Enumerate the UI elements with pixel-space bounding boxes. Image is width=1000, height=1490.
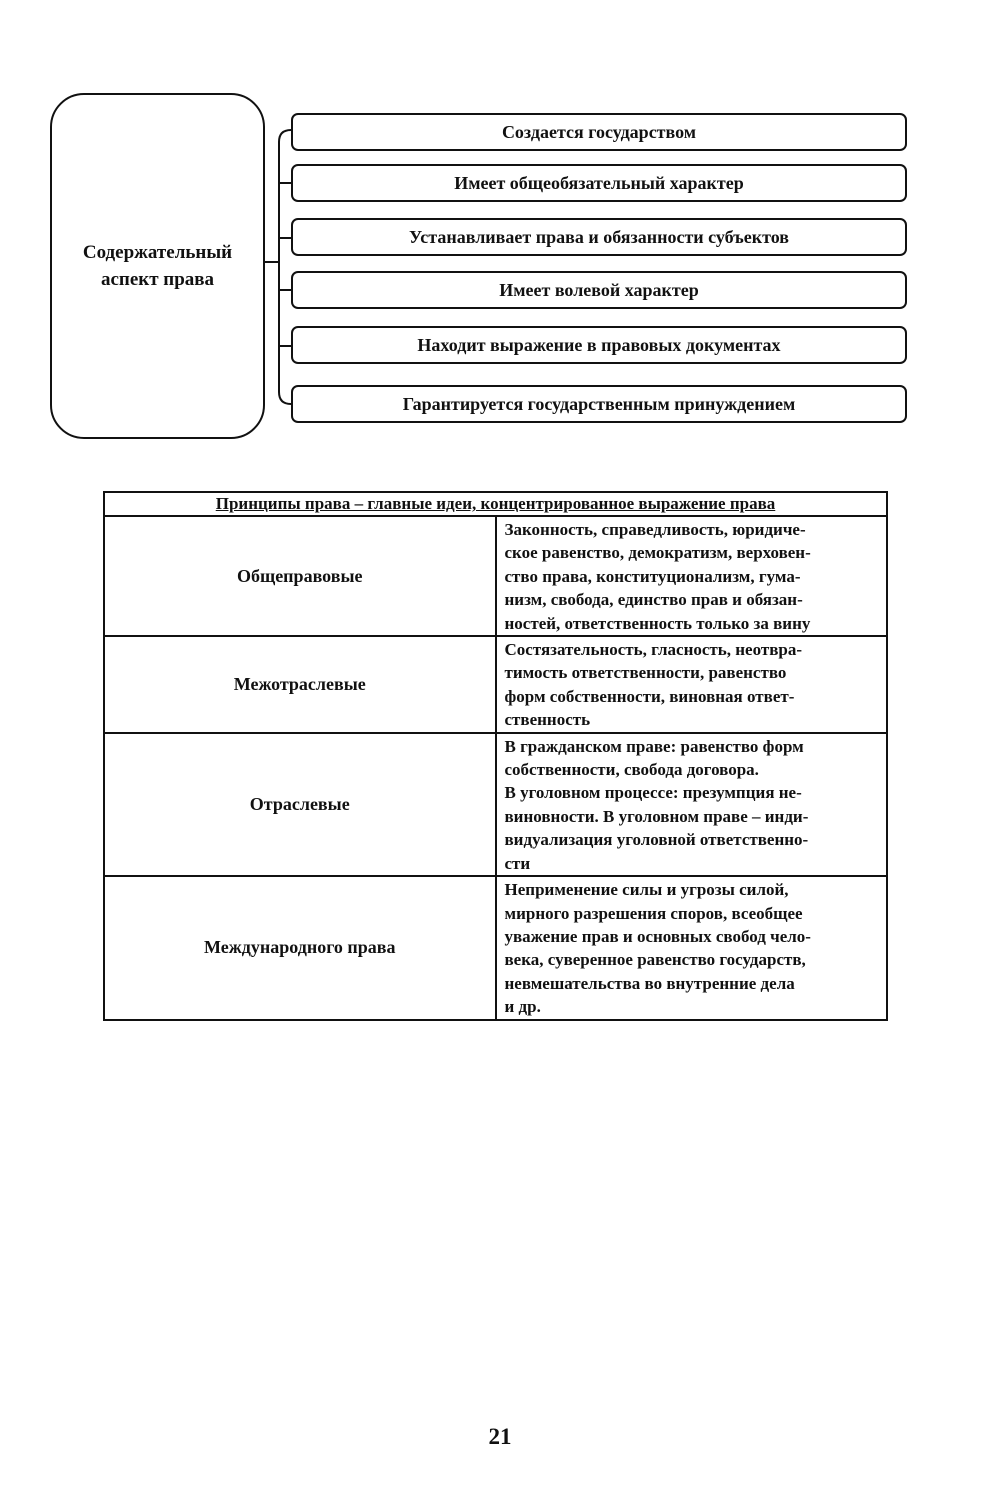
feature-box: Гарантируется государственным принуждением <box>291 385 907 423</box>
table-row <box>104 636 887 733</box>
principle-category: Межотраслевые <box>104 636 496 733</box>
principle-category: Отраслевые <box>104 733 496 876</box>
principle-category: Общеправовые <box>104 516 496 636</box>
principle-description: Законность, справедливость, юридиче- ское равенство, демократизм, верховен- ство права, конституционализм, гума- низм, свобода, единство прав и обязан- ностей, ответственность только за вину <box>496 516 888 636</box>
feature-box: Устанавливает права и обязанности субъектов <box>291 218 907 256</box>
feature-box: Находит выражение в правовых документах <box>291 326 907 364</box>
page-number: 21 <box>488 1424 512 1449</box>
aspect-diagram <box>0 0 1000 460</box>
principle-description: В гражданском праве: равенство форм собственности, свобода договора. В уголовном процессе: презумпция не- виновности. В уголовном праве – инди- видуализация уголовной ответственно- сти <box>496 733 888 876</box>
table-header: Принципы права – главные идеи, концентрированное выражение права <box>104 492 887 516</box>
table-row <box>104 876 887 1019</box>
bracket-spine <box>279 130 291 404</box>
table-row <box>104 733 887 876</box>
principle-category: Международного права <box>104 876 496 1019</box>
feature-box: Создается государством <box>291 113 907 151</box>
principle-description: Неприменение силы и угрозы силой, мирного разрешения споров, всеобщее уважение прав и основных свобод чело- века, суверенное равенство государств, невмешательства во внутренние дела и др. <box>496 876 888 1019</box>
table-header-row <box>104 492 887 516</box>
central-concept-label: Содержательный аспект права <box>82 242 233 290</box>
principles-table <box>103 491 888 1021</box>
feature-box: Имеет общеобязательный характер <box>291 164 907 202</box>
feature-box: Имеет волевой характер <box>291 271 907 309</box>
principle-description: Состязательность, гласность, неотвра- тимость ответственности, равенство форм собственности, виновная ответ- ственность <box>496 636 888 733</box>
table-row <box>104 516 887 636</box>
